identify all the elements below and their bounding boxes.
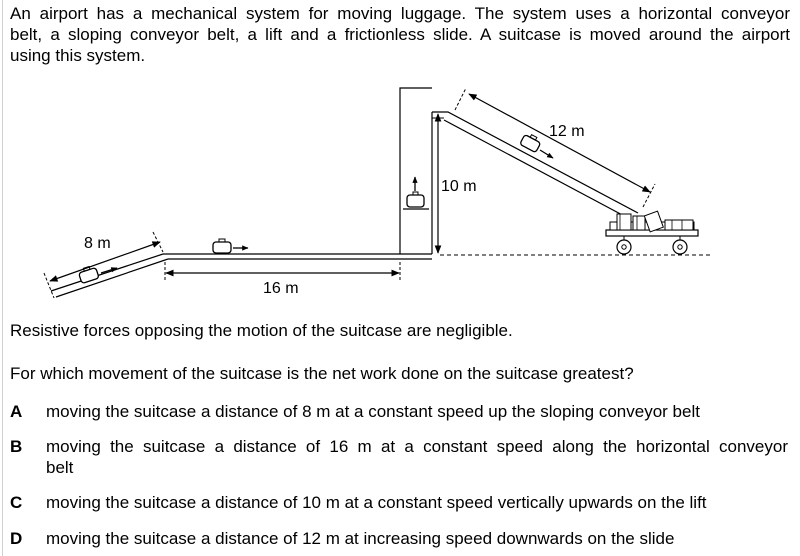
option-letter: C [10,493,23,512]
dimension-arrow-12m [469,94,650,192]
option-text: moving the suitcase a distance of 16 m at a constant speed along the horizontal conveyor belt [46,437,788,477]
luggage-system-diagram [0,80,800,300]
option-c[interactable] [10,492,788,513]
suitcase-icon-horizontal [213,239,231,253]
option-text: moving the suitcase a distance of 12 m at increasing speed downwards on the slide [46,529,675,548]
horizontal-conveyor-belt [163,239,432,297]
option-letter: D [10,529,23,548]
option-text: moving the suitcase a distance of 10 m at a constant speed vertically upwards on the lift [46,493,707,512]
suitcase-icon-slide [520,132,542,153]
option-text: moving the suitcase a distance of 8 m at a constant speed up the sloping conveyor belt [46,402,700,421]
frictionless-slide [432,88,655,218]
lift [400,88,477,254]
label-16m: 16 m [263,280,299,297]
intro-paragraph [10,3,790,66]
sloping-conveyor-belt [44,232,168,298]
intro-line-2: belt, a sloping conveyor belt, a lift and a frictionless slide. A suitcase is moved around the airport [10,25,790,44]
luggage-cart-icon [606,211,698,254]
note-text: Resistive forces opposing the motion of the suitcase are negligible. [10,321,513,340]
option-a[interactable] [10,401,788,422]
label-10m: 10 m [441,178,477,195]
option-b[interactable] [10,436,788,478]
suitcase-icon-lift [407,192,424,207]
option-letter: B [10,437,23,456]
label-8m: 8 m [84,235,111,252]
intro-line-3: using this system. [10,46,146,65]
option-d[interactable] [10,528,788,549]
question-text: For which movement of the suitcase is the net work done on the suitcase greatest? [10,364,634,383]
option-letter: A [10,402,23,421]
intro-line-1: An airport has a mechanical system for moving luggage. The system uses a horizontal conveyor [10,4,790,23]
label-12m: 12 m [549,123,585,140]
